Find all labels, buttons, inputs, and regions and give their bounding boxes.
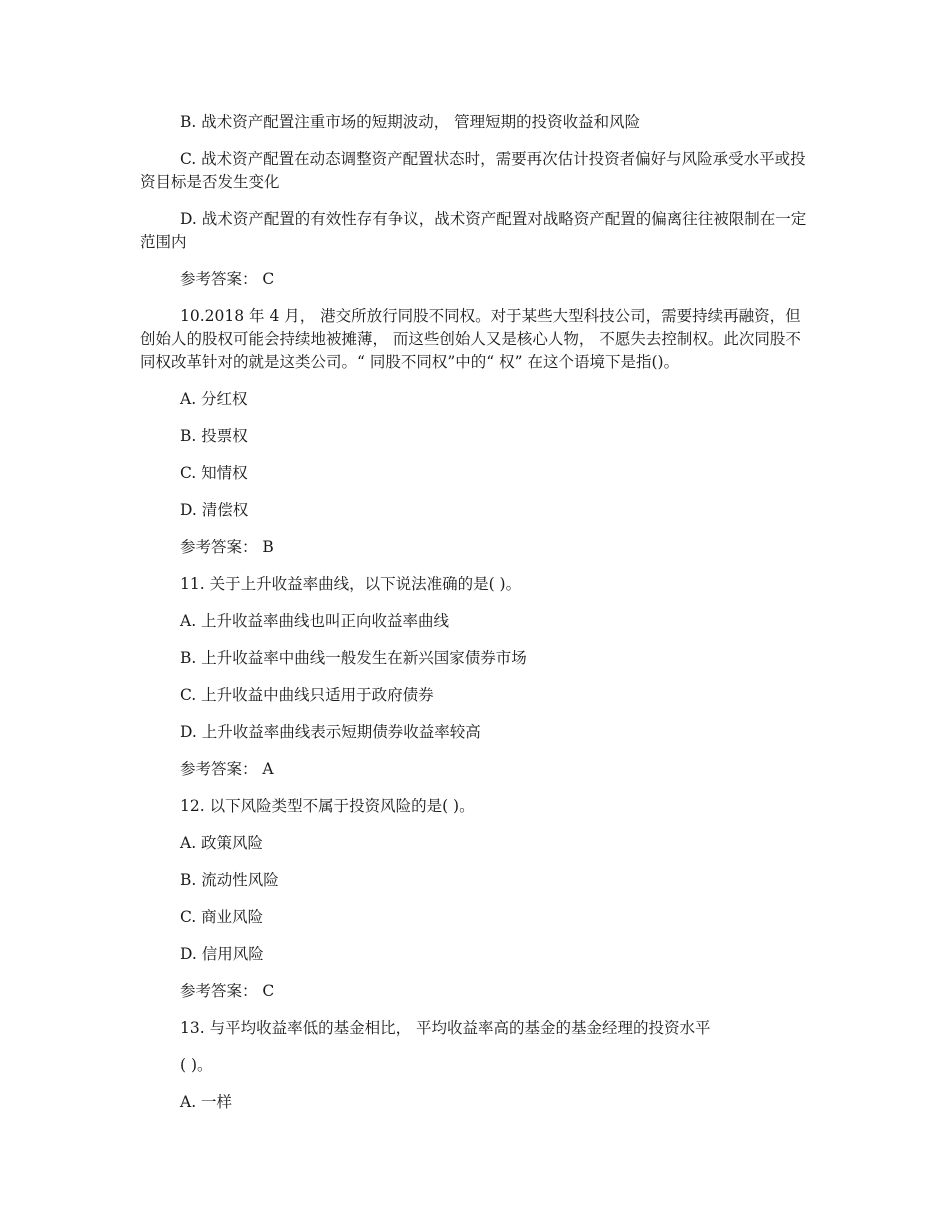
q10-option-c: C. 知情权 <box>180 464 248 482</box>
q12-option-d: D. 信用风险 <box>180 945 264 963</box>
document-page <box>140 111 812 1128</box>
q11-answer: 参考答案： A <box>180 760 274 778</box>
q12-answer: 参考答案： C <box>180 982 275 1000</box>
q12-option-c: C. 商业风险 <box>180 908 264 926</box>
q10-option-d: D. 清偿权 <box>180 501 249 519</box>
q10-option-b: B. 投票权 <box>180 427 248 445</box>
q9-option-d: D. 战术资产配置的有效性存有争议，战术资产配置对战略资产配置的偏离往往被限制在一定范围内 <box>140 210 807 251</box>
q9-option-c: C. 战术资产配置在动态调整资产配置状态时，需要再次估计投资者偏好与风险承受水平或投资目标是否发生变化 <box>140 150 806 191</box>
q11-stem: 11. 关于上升收益率曲线，以下说法准确的是( )。 <box>180 575 522 593</box>
q12-option-a: A. 政策风险 <box>180 834 264 852</box>
q9-option-b: B. 战术资产配置注重市场的短期波动， 管理短期的投资收益和风险 <box>180 113 641 131</box>
q10-stem: 10.2018 年 4 月， 港交所放行同股不同权。对于某些大型科技公司，需要持续再融资，但创始人的股权可能会持续地被摊薄， 而这些创始人又是核心人物， 不愿失去控制权。此次同股不同权改革针对的就是这类公司。“ 同股不同权”中的“ 权” 在这个语境下是指()。 <box>140 307 801 371</box>
q10-answer: 参考答案： B <box>180 538 274 556</box>
q11-option-a: A. 上升收益率曲线也叫正向收益率曲线 <box>180 612 450 630</box>
q13-stem-continued: ( )。 <box>180 1056 213 1074</box>
q13-option-a: A. 一样 <box>180 1093 233 1111</box>
q11-option-b: B. 上升收益率中曲线一般发生在新兴国家债券市场 <box>180 649 527 667</box>
q10-option-a: A. 分红权 <box>180 390 248 408</box>
q12-option-b: B. 流动性风险 <box>180 871 279 889</box>
q11-option-c: C. 上升收益中曲线只适用于政府债券 <box>180 686 434 704</box>
q13-stem: 13. 与平均收益率低的基金相比， 平均收益率高的基金的基金经理的投资水平 <box>180 1019 711 1037</box>
q11-option-d: D. 上升收益率曲线表示短期债券收益率较高 <box>180 723 481 741</box>
q12-stem: 12. 以下风险类型不属于投资风险的是( )。 <box>180 797 475 815</box>
q9-answer: 参考答案： C <box>180 270 275 288</box>
